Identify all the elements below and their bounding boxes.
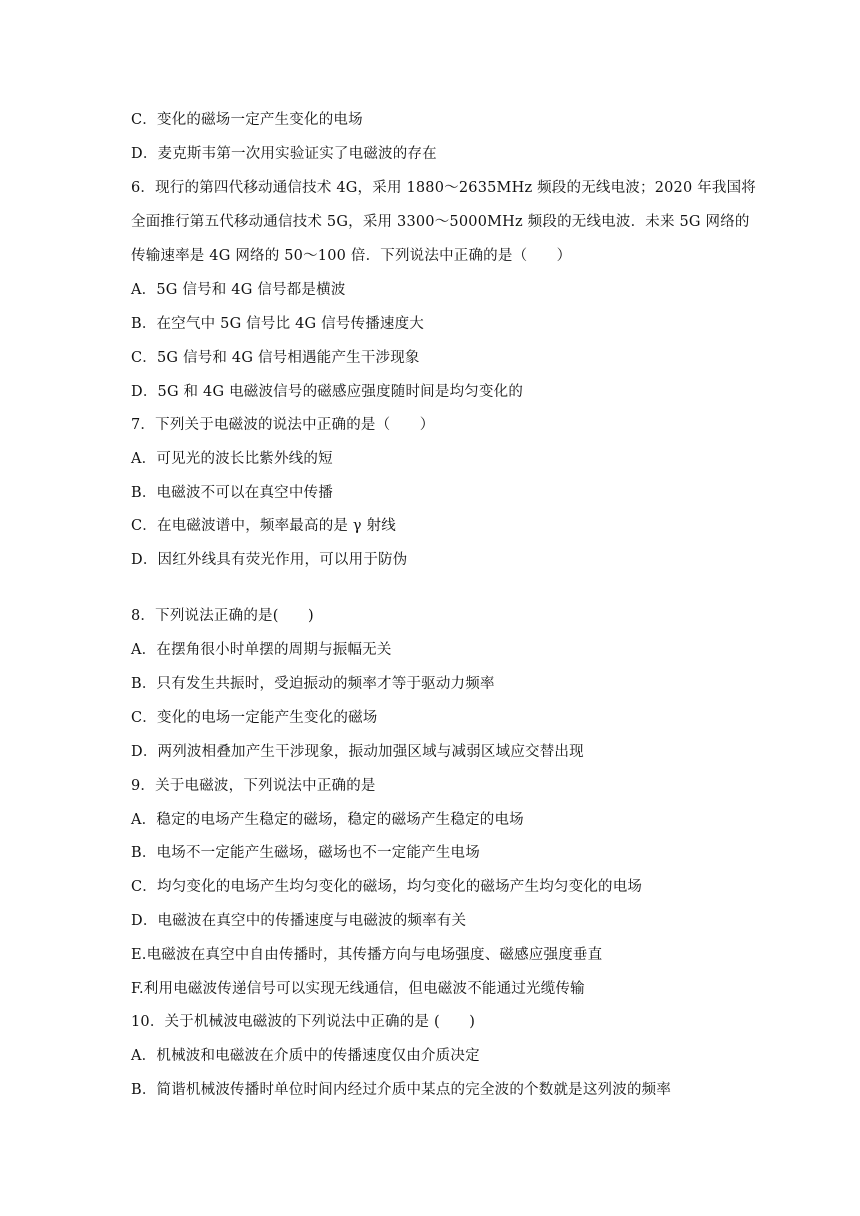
question-8-stem: 8．下列说法正确的是( ): [131, 608, 314, 624]
option-c: C．变化的电场一定能产生变化的磁场: [131, 710, 378, 726]
question-6-stem: 6．现行的第四代移动通信技术 4G，采用 1880～2635MHz 频段的无线电波；2020 年我国将: [131, 180, 757, 196]
option-e: E.电磁波在真空中自由传播时，其传播方向与电场强度、磁感应强度垂直: [131, 947, 603, 963]
option-d: D．两列波相叠加产生干涉现象，振动加强区域与减弱区域应交替出现: [131, 744, 584, 760]
question-10-stem: 10．关于机械波电磁波的下列说法中正确的是 ( ): [131, 1014, 476, 1030]
option-a: A．机械波和电磁波在介质中的传播速度仅由介质决定: [131, 1048, 480, 1064]
question-6-stem: 全面推行第五代移动通信技术 5G，采用 3300～5000MHz 频段的无线电波．未来 5G 网络的: [131, 214, 750, 230]
option-c: C．均匀变化的电场产生均匀变化的磁场，均匀变化的磁场产生均匀变化的电场: [131, 879, 643, 895]
text-line: C．变化的磁场一定产生变化的电场: [131, 112, 363, 128]
option-c: C．在电磁波谱中，频率最高的是 γ 射线: [131, 518, 396, 534]
option-b: B．简谐机械波传播时单位时间内经过介质中某点的完全波的个数就是这列波的频率: [131, 1082, 672, 1098]
option-a: A．在摆角很小时单摆的周期与振幅无关: [131, 642, 392, 658]
option-a: A．稳定的电场产生稳定的磁场，稳定的磁场产生稳定的电场: [131, 812, 524, 828]
option-d: D．5G 和 4G 电磁波信号的磁感应强度随时间是均匀变化的: [131, 384, 524, 400]
option-f: F.利用电磁波传递信号可以实现无线通信，但电磁波不能通过光缆传输: [131, 981, 585, 997]
text-line: D．麦克斯韦第一次用实验证实了电磁波的存在: [131, 146, 437, 162]
question-6-stem: 传输速率是 4G 网络的 50～100 倍．下列说法中正确的是（ ）: [131, 248, 572, 264]
question-7-stem: 7．下列关于电磁波的说法中正确的是（ ）: [131, 417, 435, 433]
option-b: B．在空气中 5G 信号比 4G 信号传播速度大: [131, 316, 425, 332]
option-b: B．电场不一定能产生磁场，磁场也不一定能产生电场: [131, 845, 480, 861]
option-a: A．5G 信号和 4G 信号都是横波: [131, 282, 346, 298]
option-a: A．可见光的波长比紫外线的短: [131, 451, 333, 467]
option-c: C．5G 信号和 4G 信号相遇能产生干涉现象: [131, 350, 420, 366]
option-b: B．电磁波不可以在真空中传播: [131, 485, 333, 501]
option-b: B．只有发生共振时，受迫振动的频率才等于驱动力频率: [131, 676, 495, 692]
option-d: D．因红外线具有荧光作用，可以用于防伪: [131, 552, 408, 568]
question-9-stem: 9．关于电磁波，下列说法中正确的是: [131, 778, 376, 794]
option-d: D．电磁波在真空中的传播速度与电磁波的频率有关: [131, 913, 467, 929]
